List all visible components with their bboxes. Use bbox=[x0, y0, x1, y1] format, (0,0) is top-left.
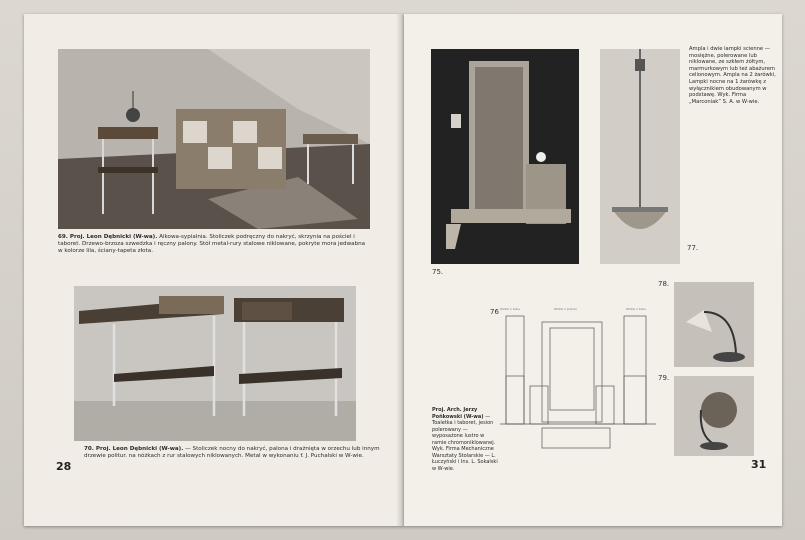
photo-77-pendant-lamp bbox=[600, 49, 680, 264]
fig70-number: 70. bbox=[84, 446, 94, 452]
photo-77-image bbox=[600, 49, 680, 264]
fig76-description: — Toaletka i taboret, jesion polerowany — wyposażone lustro w ramie chromoniklowanej. Wyk. Firma Mechaniczne Warsztaty Stolarskie — L. Łuczyński i Ins. L. Sokalski w W-wie. bbox=[432, 413, 498, 472]
fig70-author: Proj. Leon Dębnicki (W-wa). bbox=[95, 446, 184, 452]
photo-70-night-tables bbox=[74, 286, 356, 441]
photo-69-image bbox=[58, 49, 370, 229]
caption-70 bbox=[84, 446, 384, 460]
left-page bbox=[24, 14, 404, 526]
caption-76 bbox=[432, 407, 498, 472]
page-number-right: 31 bbox=[751, 458, 767, 471]
drawing-label-side-left: Widok z boku bbox=[500, 307, 520, 311]
fig69-description: Alkowa-sypialnia. Stoliczek podręczny do nakryć, skrzynia na pościel i taboret. Drzewo-brzoza szwedzka i ręczny palony. Stół metal-rury stalowe niklowane, pokryte mora jedwabna w kolorze lila, ściany-tapeta złota. bbox=[58, 234, 366, 255]
fig76-author: Proj. Arch. Jerzy Pońkowski (W-wa) bbox=[432, 407, 484, 420]
photo-79-round-lamp bbox=[674, 376, 754, 456]
drawing-label-front: Widok z przodu bbox=[554, 307, 578, 311]
fig70-description: — Stoliczek nocny do nakryć, palona i drażnięta w orzechu lub innym drzewie politur. na nóżkach z rur stalowych niklowanych. Metal w wykonaniu f. J. Puchalski w W-wie. bbox=[84, 446, 380, 460]
fig69-number: 69. bbox=[58, 234, 68, 240]
photo-69-bedroom-alcove bbox=[58, 49, 370, 229]
photo-75-image bbox=[431, 49, 579, 264]
photo-75-vanity bbox=[431, 49, 579, 264]
fig75-label: 75. bbox=[432, 268, 444, 276]
lamp-description: Ampla i dwie lampki scienne — mosiężne, polerowane lub niklowane, ze szkłem żółtym, marmurkowym lub też abażurem celionowym. Ampla na 2 żarówki, Lampki nocne na 1 żarówkę z wyłącznikiem obudowanym w podstawę. Wyk. Firma „Marconiak” S. A. w W-wie. bbox=[689, 46, 776, 105]
drawing-label-side-right: Widok z boku bbox=[626, 307, 646, 311]
fig77-label: 77. bbox=[687, 244, 699, 252]
fig69-author: Proj. Leon Dębnicki (W-wa). bbox=[69, 234, 158, 240]
drawing-76-vanity-plan bbox=[500, 304, 656, 454]
fig78-label: 78. bbox=[658, 280, 670, 288]
right-page bbox=[404, 14, 782, 526]
fig76-label: 76 bbox=[490, 308, 499, 316]
fig79-label: 79. bbox=[658, 374, 670, 382]
photo-70-image bbox=[74, 286, 356, 441]
photo-79-image bbox=[674, 376, 754, 456]
page-number-left: 28 bbox=[56, 460, 72, 473]
photo-78-image bbox=[674, 282, 754, 367]
caption-69 bbox=[58, 234, 370, 256]
drawing-76-image bbox=[500, 304, 656, 454]
photo-78-desk-lamp bbox=[674, 282, 754, 367]
